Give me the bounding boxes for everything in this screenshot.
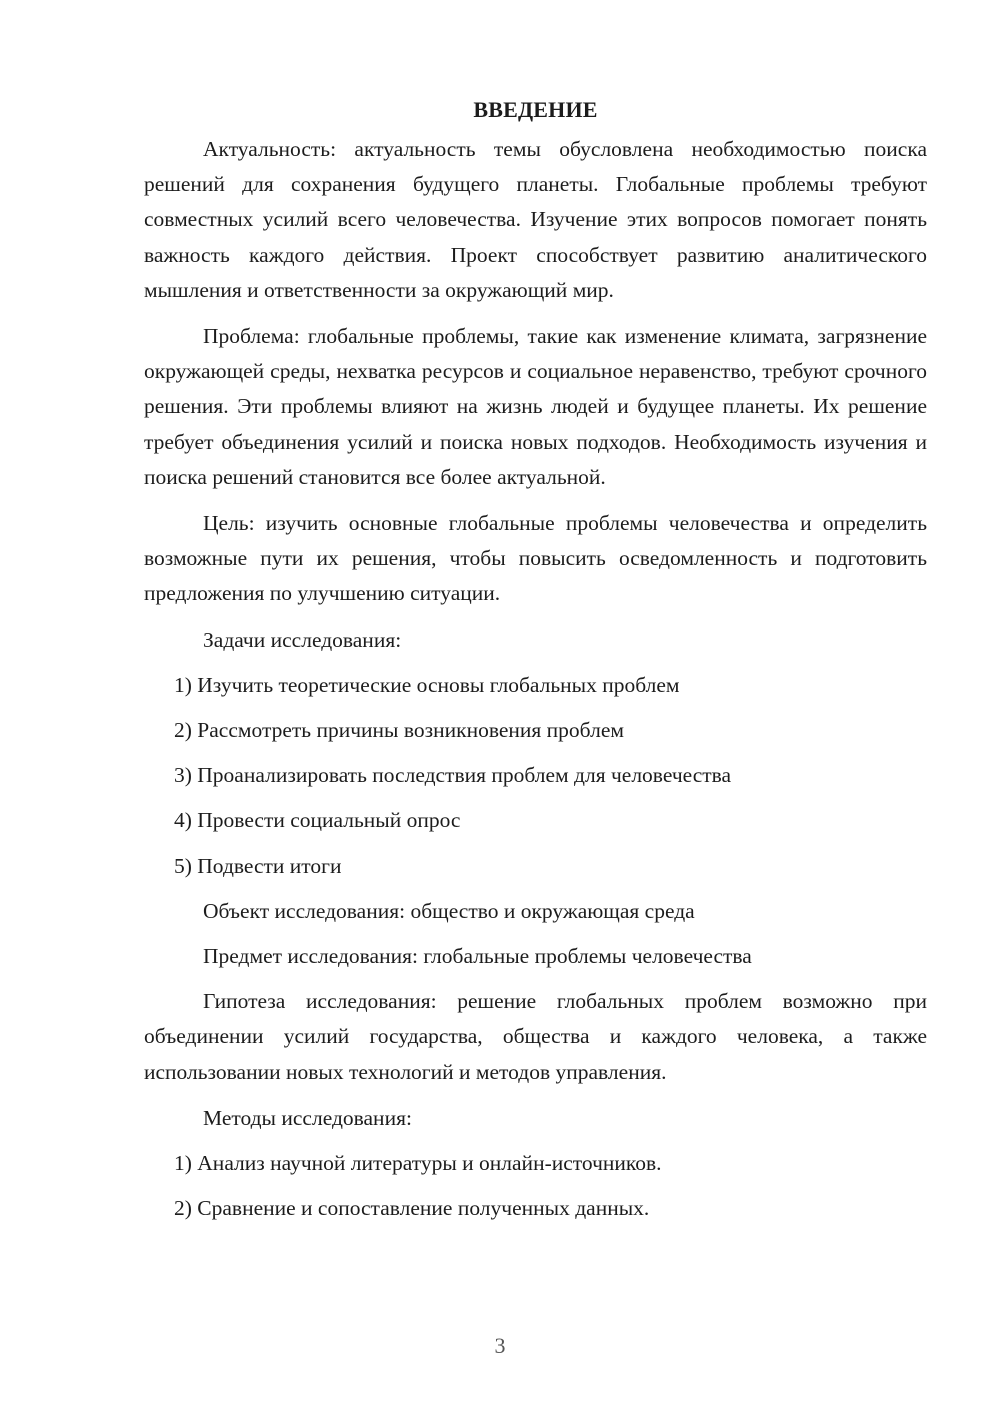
list-item: 3) Проанализировать последствия проблем для человечества [174, 763, 732, 788]
relevance-paragraph: Актуальность: актуальность темы обусловлена необходимостью поиска решений для сохранения будущего планеты. Глобальные проблемы требуют совместных усилий всего человечества. Изучение этих вопросов помогает понять важность каждого действия. Проект способствует развитию аналитического мышления и ответственности за окружающий мир. [144, 137, 927, 302]
document-page [144, 92, 927, 1236]
section-title: ВВЕДЕНИЕ [473, 97, 598, 122]
hypothesis-paragraph: Гипотеза исследования: решение глобальных проблем возможно при объединении усилий государства, общества и каждого человека, а также использовании новых технологий и методов управления. [144, 989, 927, 1084]
list-item: 5) Подвести итоги [174, 853, 342, 878]
research-subject: Предмет исследования: глобальные проблемы человечества [203, 944, 752, 969]
list-item: 1) Анализ научной литературы и онлайн-источников. [174, 1151, 662, 1176]
page-number: 3 [494, 1333, 506, 1358]
problem-paragraph: Проблема: глобальные проблемы, такие как изменение климата, загрязнение окружающей среды, нехватка ресурсов и социальное неравенство, требуют срочного решения. Эти проблемы влияют на жизнь людей и будущее планеты. Их решение требует объединения усилий и поиска новых подходов. Необходимость изучения и поиска решений становится все более актуальной. [144, 324, 927, 489]
list-item: 4) Провести социальный опрос [174, 808, 461, 833]
methods-heading: Методы исследования: [203, 1105, 412, 1130]
research-object: Объект исследования: общество и окружающая среда [203, 898, 695, 923]
methods-list [144, 1146, 927, 1226]
tasks-list [144, 668, 927, 884]
tasks-heading: Задачи исследования: [203, 627, 402, 652]
list-item: 2) Сравнение и сопоставление полученных данных. [174, 1196, 650, 1221]
goal-paragraph: Цель: изучить основные глобальные проблемы человечества и определить возможные пути их решения, чтобы повысить осведомленность и подготовить предложения по улучшению ситуации. [144, 511, 927, 606]
list-item: 1) Изучить теоретические основы глобальных проблем [174, 672, 680, 697]
list-item: 2) Рассмотреть причины возникновения проблем [174, 718, 624, 743]
